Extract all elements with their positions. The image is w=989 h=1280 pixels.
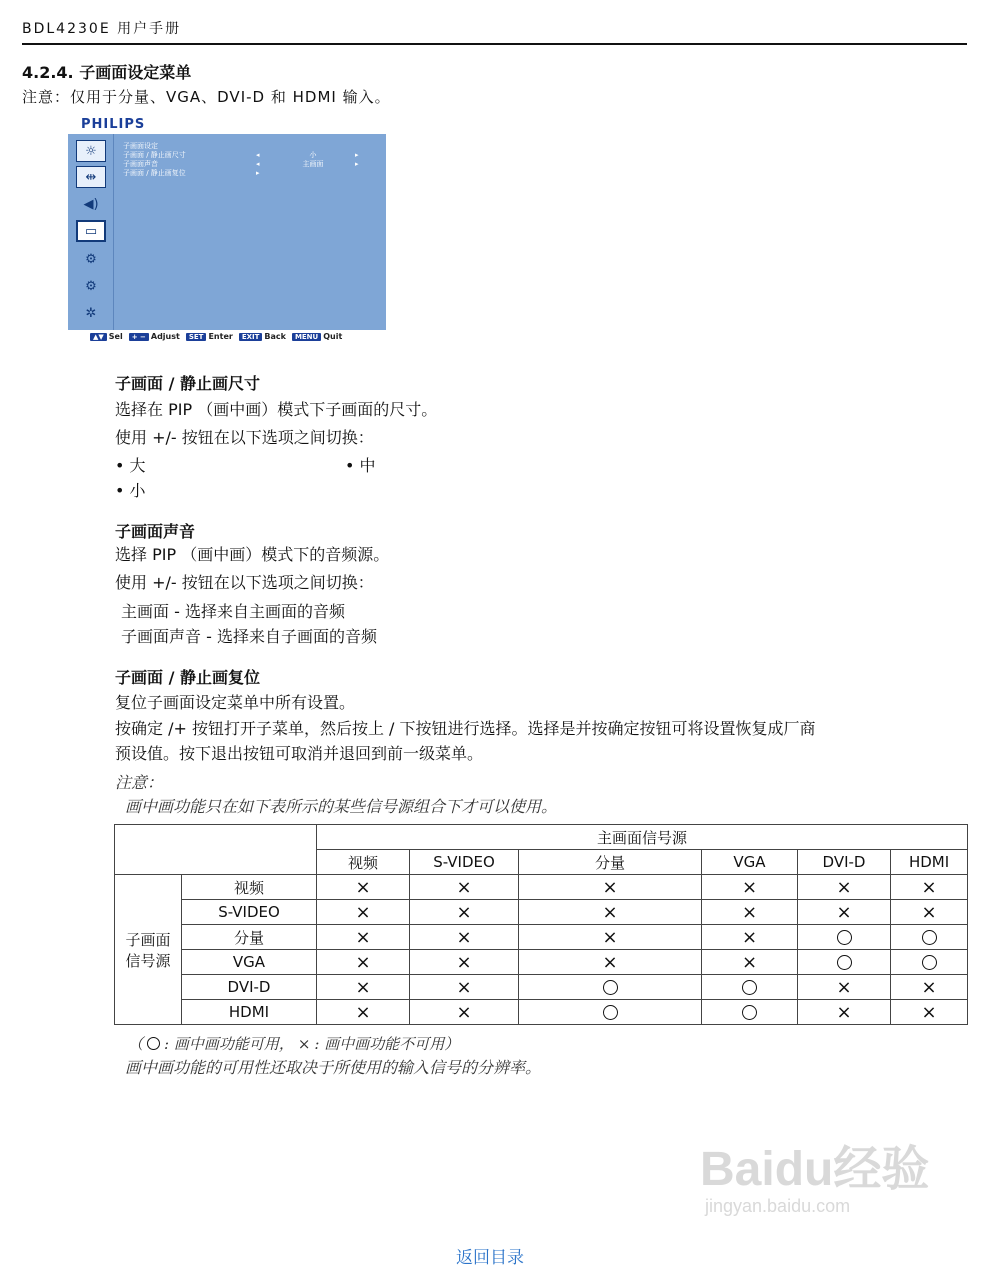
table-header-row bbox=[115, 825, 968, 850]
osd-menu-title-row bbox=[123, 142, 373, 151]
cross-icon: × bbox=[355, 901, 371, 923]
back-to-toc-link[interactable]: 返回目录 bbox=[456, 1248, 524, 1268]
key-set: SET bbox=[186, 333, 207, 341]
available-cell bbox=[798, 950, 891, 975]
unavailable-cell bbox=[410, 975, 519, 1000]
cross-icon: × bbox=[921, 876, 937, 898]
pip-reset-line2: 预设值。按下退出按钮可取消并退回到前一级菜单。 bbox=[115, 744, 484, 763]
pip-size-option-medium: • 中 bbox=[345, 456, 376, 475]
unavailable-cell bbox=[410, 1000, 519, 1025]
osd-row-pip-size bbox=[123, 151, 373, 160]
cross-icon: × bbox=[355, 951, 371, 973]
circle-icon bbox=[147, 1037, 160, 1050]
cross-icon: × bbox=[602, 951, 618, 973]
cross-icon: × bbox=[836, 1001, 852, 1023]
table-row bbox=[115, 975, 968, 1000]
column-header: HDMI bbox=[891, 850, 968, 875]
osd-sidebar bbox=[68, 134, 114, 330]
cross-icon: × bbox=[741, 876, 758, 898]
pip-size-option-small: • 小 bbox=[115, 481, 146, 500]
pip-audio-desc: 选择 PIP （画中画）模式下的音频源。 bbox=[115, 545, 390, 564]
key-exit: EXIT bbox=[239, 333, 263, 341]
unavailable-cell bbox=[317, 925, 410, 950]
cross-icon: × bbox=[297, 1034, 311, 1053]
row-label: 分量 bbox=[182, 925, 317, 950]
section-note: 注意：仅用于分量、VGA、DVI-D 和 HDMI 输入。 bbox=[22, 88, 391, 106]
section-title: 4.2.4. 子画面设定菜单 bbox=[22, 63, 192, 82]
key-plusminus: + − bbox=[129, 333, 149, 341]
unavailable-cell bbox=[702, 875, 798, 900]
unavailable-cell bbox=[891, 975, 968, 1000]
cross-icon: × bbox=[836, 876, 852, 898]
cross-icon: × bbox=[456, 951, 472, 973]
watermark-url: jingyan.baidu.com bbox=[705, 1196, 851, 1216]
unavailable-cell bbox=[519, 950, 702, 975]
legend-available-text: : 画中画功能可用， bbox=[164, 1035, 294, 1053]
available-cell bbox=[798, 925, 891, 950]
pip-reset-heading: 子画面 / 静止画复位 bbox=[115, 668, 260, 687]
available-cell bbox=[702, 975, 798, 1000]
table-row bbox=[115, 875, 968, 900]
pip-size-desc: 选择在 PIP （画中画）模式下子画面的尺寸。 bbox=[115, 400, 438, 419]
cross-icon: × bbox=[456, 876, 472, 898]
hint-text: Back bbox=[264, 332, 286, 341]
osd-row-label: 子画面 / 静止画复位 bbox=[123, 169, 186, 177]
osd-row-pip-audio bbox=[123, 160, 373, 169]
unavailable-cell bbox=[317, 1000, 410, 1025]
unavailable-cell bbox=[798, 875, 891, 900]
unavailable-cell bbox=[891, 1000, 968, 1025]
note-text: 画中画功能只在如下表所示的某些信号源组合下才可以使用。 bbox=[125, 797, 558, 816]
cross-icon: × bbox=[355, 926, 371, 948]
cross-icon: × bbox=[741, 951, 758, 973]
unavailable-cell bbox=[702, 925, 798, 950]
row-label: VGA bbox=[182, 950, 317, 975]
unavailable-cell bbox=[317, 900, 410, 925]
pip-audio-toggle: 使用 +/- 按钮在以下选项之间切换： bbox=[115, 573, 374, 592]
osd-row-value: 小 bbox=[309, 151, 317, 159]
cross-icon: × bbox=[355, 1001, 371, 1023]
row-label: DVI-D bbox=[182, 975, 317, 1000]
unavailable-cell bbox=[410, 875, 519, 900]
cross-icon: × bbox=[836, 976, 852, 998]
arrow-left-icon: ◂ bbox=[256, 160, 260, 168]
column-header: S-VIDEO bbox=[410, 850, 519, 875]
osd-key-hints bbox=[90, 332, 342, 341]
circle-icon bbox=[742, 1005, 757, 1020]
table-legend bbox=[128, 1033, 459, 1054]
hint-enter bbox=[186, 332, 233, 341]
picture-icon: ☼ bbox=[76, 140, 106, 162]
row-label: 视频 bbox=[182, 875, 317, 900]
cross-icon: × bbox=[836, 901, 852, 923]
watermark-logo: Baidu经验 bbox=[700, 1143, 930, 1196]
hint-adjust bbox=[129, 332, 180, 341]
table-row bbox=[115, 1000, 968, 1025]
pip-audio-option-sub: 子画面声音 - 选择来自子画面的音频 bbox=[121, 627, 377, 646]
available-cell bbox=[891, 950, 968, 975]
unavailable-cell bbox=[317, 975, 410, 1000]
osd-row-pip-reset bbox=[123, 169, 373, 178]
resolution-note: 画中画功能的可用性还取决于所使用的输入信号的分辨率。 bbox=[125, 1058, 542, 1077]
circle-icon bbox=[742, 980, 757, 995]
table-corner-cell bbox=[115, 825, 317, 875]
unavailable-cell bbox=[410, 925, 519, 950]
table-row bbox=[115, 925, 968, 950]
hint-text: Enter bbox=[208, 332, 233, 341]
sub-source-header-line: 信号源 bbox=[125, 951, 171, 970]
advanced-icon: ✲ bbox=[85, 305, 97, 321]
unavailable-cell bbox=[891, 875, 968, 900]
cross-icon: × bbox=[741, 926, 758, 948]
sub-source-header-line: 子画面 bbox=[125, 930, 171, 949]
unavailable-cell bbox=[519, 900, 702, 925]
arrow-right-icon: ▸ bbox=[355, 160, 359, 168]
cross-icon: × bbox=[602, 901, 618, 923]
cross-icon: × bbox=[741, 901, 758, 923]
osd-screen bbox=[68, 134, 386, 330]
header-divider bbox=[22, 43, 967, 45]
unavailable-cell bbox=[798, 900, 891, 925]
hint-text: Adjust bbox=[150, 332, 180, 341]
circle-icon bbox=[603, 980, 618, 995]
cross-icon: × bbox=[456, 1001, 472, 1023]
hint-text: Sel bbox=[108, 332, 123, 341]
cross-icon: × bbox=[921, 1001, 937, 1023]
config1-icon: ⚙ bbox=[85, 251, 97, 267]
osd-screenshot bbox=[68, 114, 388, 346]
column-header: 视频 bbox=[317, 850, 410, 875]
osd-row-value: 主画面 bbox=[302, 160, 324, 168]
main-source-header: 主画面信号源 bbox=[317, 825, 968, 850]
legend-open: （ bbox=[128, 1035, 144, 1053]
hint-quit bbox=[292, 332, 342, 341]
available-cell bbox=[519, 1000, 702, 1025]
circle-icon bbox=[837, 930, 852, 945]
unavailable-cell bbox=[317, 875, 410, 900]
pip-audio-heading: 子画面声音 bbox=[115, 522, 196, 541]
circle-icon bbox=[922, 955, 937, 970]
arrow-right-icon: ▸ bbox=[256, 169, 260, 177]
unavailable-cell bbox=[702, 900, 798, 925]
pip-compat-table bbox=[114, 824, 968, 1025]
cross-icon: × bbox=[602, 876, 618, 898]
hint-text: Quit bbox=[323, 332, 343, 341]
screen-icon: ⇹ bbox=[76, 166, 106, 188]
cross-icon: × bbox=[355, 976, 371, 998]
column-header: DVI-D bbox=[798, 850, 891, 875]
cross-icon: × bbox=[921, 976, 937, 998]
pip-audio-option-main: 主画面 - 选择来自主画面的音频 bbox=[121, 602, 345, 621]
available-cell bbox=[891, 925, 968, 950]
table-row bbox=[115, 950, 968, 975]
osd-row-label: 子画面声音 bbox=[123, 160, 158, 168]
osd-row-label: 子画面 / 静止画尺寸 bbox=[123, 151, 186, 159]
legend-unavailable-text: : 画中画功能不可用） bbox=[314, 1035, 460, 1053]
cross-icon: × bbox=[456, 926, 472, 948]
osd-menu-title: 子画面设定 bbox=[123, 142, 158, 150]
table-row bbox=[115, 900, 968, 925]
pip-size-heading: 子画面 / 静止画尺寸 bbox=[115, 374, 260, 393]
unavailable-cell bbox=[410, 950, 519, 975]
unavailable-cell bbox=[702, 950, 798, 975]
unavailable-cell bbox=[891, 900, 968, 925]
pip-reset-line1: 按确定 /+ 按钮打开子菜单，然后按上 / 下按钮进行选择。选择是并按确定按钮可将设置恢复成厂商 bbox=[115, 719, 816, 738]
row-label: S-VIDEO bbox=[182, 900, 317, 925]
unavailable-cell bbox=[519, 925, 702, 950]
unavailable-cell bbox=[317, 950, 410, 975]
cross-icon: × bbox=[456, 976, 472, 998]
column-header: 分量 bbox=[519, 850, 702, 875]
brand-logo: PHILIPS bbox=[81, 117, 146, 132]
row-label: HDMI bbox=[182, 1000, 317, 1025]
hint-sel bbox=[90, 332, 123, 341]
note-label: 注意： bbox=[115, 773, 164, 792]
audio-icon: ◀) bbox=[83, 196, 99, 212]
available-cell bbox=[519, 975, 702, 1000]
cross-icon: × bbox=[921, 901, 937, 923]
pip-size-toggle: 使用 +/- 按钮在以下选项之间切换： bbox=[115, 428, 374, 447]
unavailable-cell bbox=[798, 1000, 891, 1025]
arrow-right-icon: ▸ bbox=[355, 151, 359, 159]
config2-icon: ⚙ bbox=[85, 278, 97, 294]
unavailable-cell bbox=[410, 900, 519, 925]
document-header: BDL4230E 用户手册 bbox=[22, 21, 182, 37]
key-menu: MENU bbox=[292, 333, 321, 341]
unavailable-cell bbox=[798, 975, 891, 1000]
pip-size-option-large: • 大 bbox=[115, 456, 146, 475]
column-header: VGA bbox=[702, 850, 798, 875]
circle-icon bbox=[922, 930, 937, 945]
arrow-left-icon: ◂ bbox=[256, 151, 260, 159]
circle-icon bbox=[837, 955, 852, 970]
osd-menu bbox=[123, 142, 373, 178]
unavailable-cell bbox=[519, 875, 702, 900]
hint-back bbox=[239, 332, 286, 341]
pip-icon: ▭ bbox=[76, 220, 106, 242]
key-updown: ▲▼ bbox=[90, 333, 107, 341]
cross-icon: × bbox=[602, 926, 618, 948]
circle-icon bbox=[603, 1005, 618, 1020]
cross-icon: × bbox=[456, 901, 472, 923]
available-cell bbox=[702, 1000, 798, 1025]
sub-source-header bbox=[115, 875, 182, 1025]
cross-icon: × bbox=[355, 876, 371, 898]
pip-reset-desc: 复位子画面设定菜单中所有设置。 bbox=[115, 693, 356, 712]
